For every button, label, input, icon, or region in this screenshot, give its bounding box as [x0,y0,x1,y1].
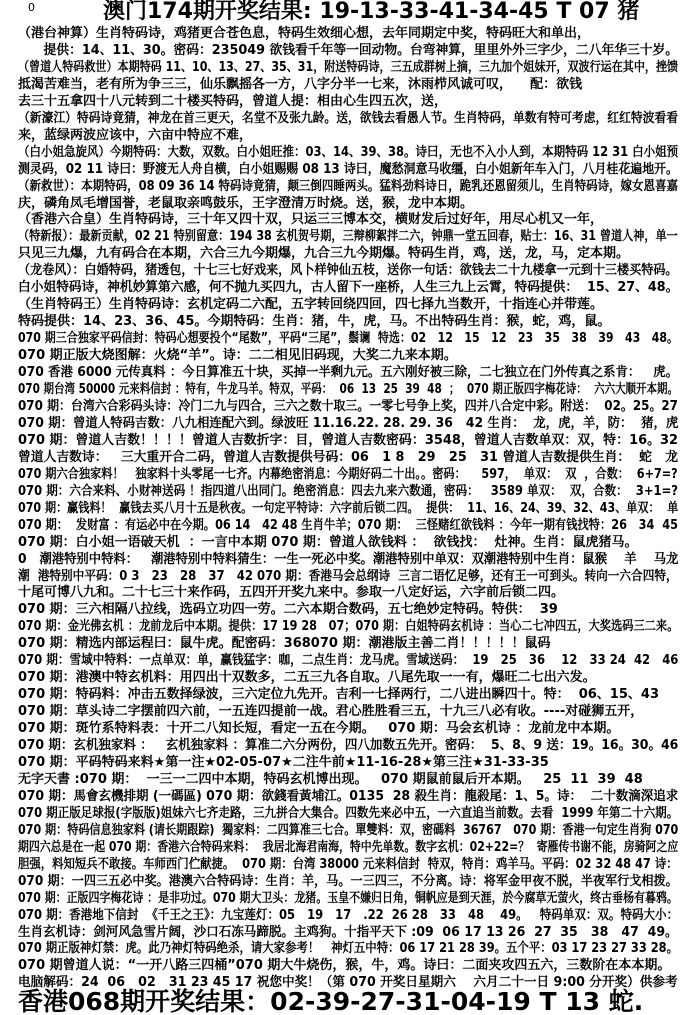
line-text: 070 期正版神灯禁：虎。此乃神灯特码绝杀，请大家参考！ 神灯五中特：06 17 21 28 39。五个平：03 17 23 27 33 28。 [18,941,678,957]
text-line [18,245,678,262]
text-line [18,42,678,59]
line-text: 070 期：三六相隔八拉线，选码立功四一劳。二六本期合数码，五七绝妙定特码。特供： 39 [18,602,558,618]
line-text: 0 潮港特别中特料： 潮港特别中特料猜生：一生一死必中奖。潮港特别中单双：双潮港特别中生肖：鼠猴 羊 马龙 [18,551,678,567]
text-line [18,873,678,890]
text-line [18,415,678,432]
text-line [18,720,678,737]
line-text: 070 期台湾 50000 元来料信封 ：特有，牛龙马羊。特双，平码： 06 13 25 39 48 ； 070 期正版四字梅花诗： 六六大顺开本期。 [18,382,678,398]
line-text: 070 期：特码料：冲击五数择绿波，三六定位九先开。吉利一七择两行，二八进出瞬四十。特： 06、15、43 [18,687,659,703]
text-line [18,584,678,601]
line-text: （白小姐急旋风）今期特码：大数，双数。白小姐旺推：03、14、39、38。诗曰，无也不入小人到，本期特码 12 31 白小姐预 [18,144,678,160]
text-line [18,127,678,144]
line-text: 070 期： 发财富 ：有运必中在今期。06 14 42 48 生肖牛羊；070 期： 三怪赌红欲钱料 ：今年一期有钱找特：26 34 45 [18,517,678,533]
line-text: 潮 港特别中平码：0 3 23 28 37 42 070 期：香港马会总纲诗 三言二语忆足够，还有王一可到头。转向一六合四特， [18,568,678,584]
line-text: （新救世）：本期特码，08 09 36 14 特码诗竟猜，颠三倒四睡两头。猛料劲料诗日，跪乳还恩留须儿，生肖特码诗，嫁女恩喜嘉 [18,178,678,194]
line-text: 070 期三合独家平码信封：特码心想要投个“尾数”，平码“三尾”，鬃谰 特选：02 12 15 12 23 35 38 39 43 48。 [18,331,678,347]
line-text: 庆，磷角凤毛增国誉，老鼠取亲鸣鼓乐，王字澄清万时烧。送，猴，龙中本期。 [18,195,474,211]
line-text: 070 期：白小姐一语破天机 ：一言中本期 070 期：曾道人欲钱料 ： 欲钱找： 灶神。生肖：鼠虎猪马。 [18,534,638,550]
text-line [18,839,678,856]
line-text: 只见三九爆，九有码合在本期，六合三九今期爆，九合三九今期爆。特码生肖，鸡，送，龙，马，定本期。 [18,246,630,262]
line-text: 070 期：台湾六合彩码头诗：冷门二九与四合，三六之数十取三。一零七号争上奖，四并八合定中彩。附送： 02。25。27 [18,398,678,414]
line-text: 070 期：雪域中特料：一点单双：单，赢钱猛字：咖，二点生肖：龙马虎。雪域送码： 19 25 36 12 33 24 42 46 [18,653,678,669]
line-text: （香港六合皇）生肖特码诗，三十年又四十双，只运三三博本交，横财发后过好年，用尽心机又一年， [18,212,604,228]
line-text: 提供：14、11、30。密码：235049 欲钱看千年等一回动物。台弯神算，里里外外三字少，二八年华三十岁。 [18,42,678,58]
text-line [18,279,678,296]
line-text: 070 期：赢钱料！ 赢钱去买八月十五是秋夜。一句定平特诗：六字前后锁二四。 提供： 11、16、24、39、32、43、单双： 单 [18,500,678,516]
line-text: （曾道人特码救世）本期特码 11、10、13、27、35、31，附送特码诗，三五成群树上摘，三九加个姐妹开，双波行运在其中，挫馈 [18,59,678,75]
line-text: 070 期：斑竹系特料表：十开二八知长短，看定一五在今期。 070 期：马会玄机诗 ：龙前龙中本期。 [18,721,620,737]
text-line [18,534,678,551]
text-line [18,652,678,669]
document-body [18,25,678,991]
header-marker: 0 [28,1,35,14]
text-line [18,517,678,534]
text-line [18,737,678,754]
text-line [18,601,678,618]
line-text: 抵渴苦难当，老有所为争三三，仙乐飘摇各一方，八字分半一七来，沐雨栉风诚可叹， 配：欲钱 [18,76,583,92]
text-line [18,59,678,76]
line-text: 胆强，料知短兵不敢接。车师西门伫献捷。 070 期：台湾 38000 元来料信封 特双，特肖：鸡羊马。平码：02 32 48 47 诗： [18,856,678,872]
text-line [18,500,678,517]
text-line [18,211,678,228]
footer-result: 香港068期开奖结果：02-39-27-31-04-19 T 13 蛇. [18,988,644,1015]
text-line [18,228,678,245]
line-text: 特码提供：14、23、36、45。今期特码：生肖：猪，牛，虎，马。不出特码生肖：猴，蛇，鸡，鼠。 [18,314,611,330]
text-line [18,771,678,788]
text-line [18,76,678,93]
footer-container [18,988,678,1015]
text-line [18,381,678,398]
line-text: 十尾可博八九和。二十七三十来作码，五四开开奖九来中。参取一八定好运，六字前后锁二四。 [18,585,565,601]
line-text: 去三十五拿四十八元转到二十楼买特码，曾道人提：相由心生四五次，送， [18,93,448,109]
line-text: 070 期：玄机独家料 ： 玄机独家料 ：算准二六分两份，四八加数五先开。密码： 5、8、9 送：19。16。30。46 [18,738,678,754]
text-line [18,568,678,585]
line-text: 070 期：曾道人吉数！！！！曾道人吉数折字：目，曾道人吉数密码：3548，曾道人吉数单双：双，特：16。32 [18,432,678,448]
text-line [18,924,678,941]
text-line [18,822,678,839]
text-line [18,957,678,974]
line-text: 070 期：平码特码来料★第一注★02-05-07★二注牛前★11-16-28★第三注★31-33-35 [18,754,549,770]
text-line [18,805,678,822]
text-line [18,703,678,720]
text-line [18,856,678,873]
line-text: 070 期：港澳中特玄机料：用四出十双数多，二五三九各自取。八尾先取一一有，爆旺二七出六发。 [18,670,596,686]
text-line [18,940,678,957]
line-text: 070 期正版大烧图解：火烧“羊”。诗：二二相见旧码现，大奖二九来本期。 [18,348,457,364]
page-title: 澳门174期开奖结果: 19-13-33-41-34-45 T 07 猪 [103,0,640,24]
line-text: 070 期：馬會玄機排期 (一碼區) 070 期：欲錢看黃埔江。0135 28 殺生肖：龍殺尾：1、5。诗： 二十数滴深追求 [18,788,678,804]
line-text: （特新报）：最新贡献，02 21 特别留意：194 38 玄机贺号期，三辩柳絮拌二六，钟鼎一堂五回春，贴士：16、31 曾道人神，单一 [18,229,678,245]
text-line [18,296,678,313]
text-line [18,347,678,364]
line-text: 070 期：香港地下信封 《千王之王》：九宝莲灯：05 19 17 .22 26 28 33 48 49。 特码单双：双。特码大小： [18,907,678,923]
line-text: 070 期：六合来料、小财神送码 ！指四道八出同门。绝密消息：四去九来六数通，密码： 3589 单双： 双，合数： 3+1=? [18,483,678,499]
text-line [18,262,678,279]
text-line [18,364,678,381]
text-line [18,618,678,635]
line-text: 070 期：特码信息独家料 (请长期跟踪) 獨家料：二四算准三七合。單雙料：双，密碼料 36767 070 期：香港一句定生肖狗 070 [18,822,678,838]
line-text: 无字天書 :070 期： 一三一二四中本期，特码玄机博出现。 070 期鼠前鼠后开本期。 25 11 39 48 [18,771,643,787]
text-line [18,398,678,415]
line-text: （生肖特码王）生肖特码诗：玄机定码二六配，五字转回绕四回，四七择九当数开，十指连心并带莲。 [18,297,604,313]
line-text: 电脑解码：24 06 02 31 23 45 17 祝您中奖！（第 070 开奖日星期六 六月二十一日 9:00 分开奖）供参考 [18,975,678,991]
text-line [18,195,678,212]
line-text: 曾道人吉数诗： 三大重开合二码，曾道人吉数提供号码：06 1 8 29 25 31 曾道人吉数提供生肖： 蛇 龙 [18,449,678,465]
text-line [18,110,678,127]
text-line [18,754,678,771]
line-text: 来，蓝绿两波应该中，六亩中特应不难， [18,127,253,143]
line-text: 070 期：曾道人特码吉数：八九相连配六到。绿波旺 11.16.22. 28. 29. 36 42 生肖： 龙，虎，羊，防： 猪，虎 [18,415,678,431]
text-line [18,466,678,483]
page-title-container [103,0,673,24]
text-line [18,635,678,652]
text-line [18,890,678,907]
line-text: 070 香港 6000 元传真料 ：今日算准五十块，买掉一半剩九元。五六刚好被三除，二七独立在门外传真之系肯： 虎。 [18,365,678,381]
line-text: 070 期六合独家料！ 独家料十头零尾一七齐。内幕绝密消息：今期好码二十出。。密码： 597， 单双： 双 ，合数： 6+7=? [18,466,678,482]
text-line [18,788,678,805]
line-text: 070 期：精选内部运程曰：鼠牛虎。配密码：368070 期：潮港版主善二肖！！！！！鼠码 [18,636,551,652]
text-line [18,330,678,347]
text-line [18,313,678,330]
text-line [18,25,678,42]
text-line [18,449,678,466]
line-text: 测灵码，02 11 诗曰：野渡无人舟自横，白小姐赐赐 08 13 诗曰，魔愁洞意马收缰，白小姐新年车入门，八月桂花遍地开。 [18,161,678,177]
line-text: 070 期：正版四字梅花诗 ：是非功过。070 期大卫头：龙猪。玉皇不嫌归日角，铜帆应是到天涯，於今腐草无萤火，终古垂杨有暮鸦。 [18,890,678,906]
line-text: 070 期正版足球报(字版版)姐妹六七齐走路，三九拼合大集合。四数先来必中五，一六直追当前数。去看 1999 年第二十六期。 [18,805,678,821]
line-text: 070 期曾道人说：“一开八路三四桶”070 期大牛烧伤，猴，牛，鸡。诗曰：二面夹攻四五六，三数阶在本本期。 [18,958,671,974]
line-text: （龙卷风）：白婚特码，猪透包，十七三七好戏来，风卜样钟仙五枝，送你一句话：欲钱去二十九楼拿一元到十三楼买特码。 [18,263,678,279]
line-text: 070 期：金光佛玄机 ：龙前龙后中本期。提供：17 19 28 07；070 期：白姐特码玄机诗 ：当心二七冲四五，大奖选码三二来。 [18,619,678,635]
text-line [18,161,678,178]
line-text: 070 期：一四三五必中奖。港澳六合特码诗：生肖：羊，马。一三四三，不分离。诗：将军金甲夜不脱，半夜军行戈相拨。 [18,873,678,889]
line-text: 白小姐特码诗，神机妙算第六感，何不抛九买四九，古人留下一座桥，人生三九上云霄，特码提供： 15、27、48。 [18,280,678,296]
line-text: 生肖玄机诗：剑河风急雪片阔，沙口石冻马蹄脱。主鸡狗。十指平天下 :09 06 17 13 26 27 35 38 47 49。 [18,924,678,940]
text-line [18,178,678,195]
line-text: （港台神算）生肖特码诗，鸡猪更合苍色息，特码生效细心想，去年同期定中奖，特码旺大和单出， [18,26,591,41]
line-text: 070 期：草头诗二字摆前四六前，一五连四提前一战。君心胜胜看三五，十九三八必有收。----对碰狮五开， [18,704,644,720]
text-line [18,144,678,161]
line-text: （新濠江）特码诗竟猜，神龙在首三更天，名堂不及张九龄。送，欲钱去看愚人节。生肖特码，单数有特可考虑，红红特波看看 [18,110,678,126]
text-line [18,93,678,110]
text-line [18,483,678,500]
text-line [18,432,678,449]
text-line [18,551,678,568]
line-text: 期四六总是在一起 070 期：香港六合特码来料： 我居北海君南海，特中先单数。数字玄机：02+22=？ 寄雁传书谢不能，房骑阿之应 [18,839,678,855]
text-line [18,686,678,703]
text-line [18,907,678,924]
text-line [18,669,678,686]
